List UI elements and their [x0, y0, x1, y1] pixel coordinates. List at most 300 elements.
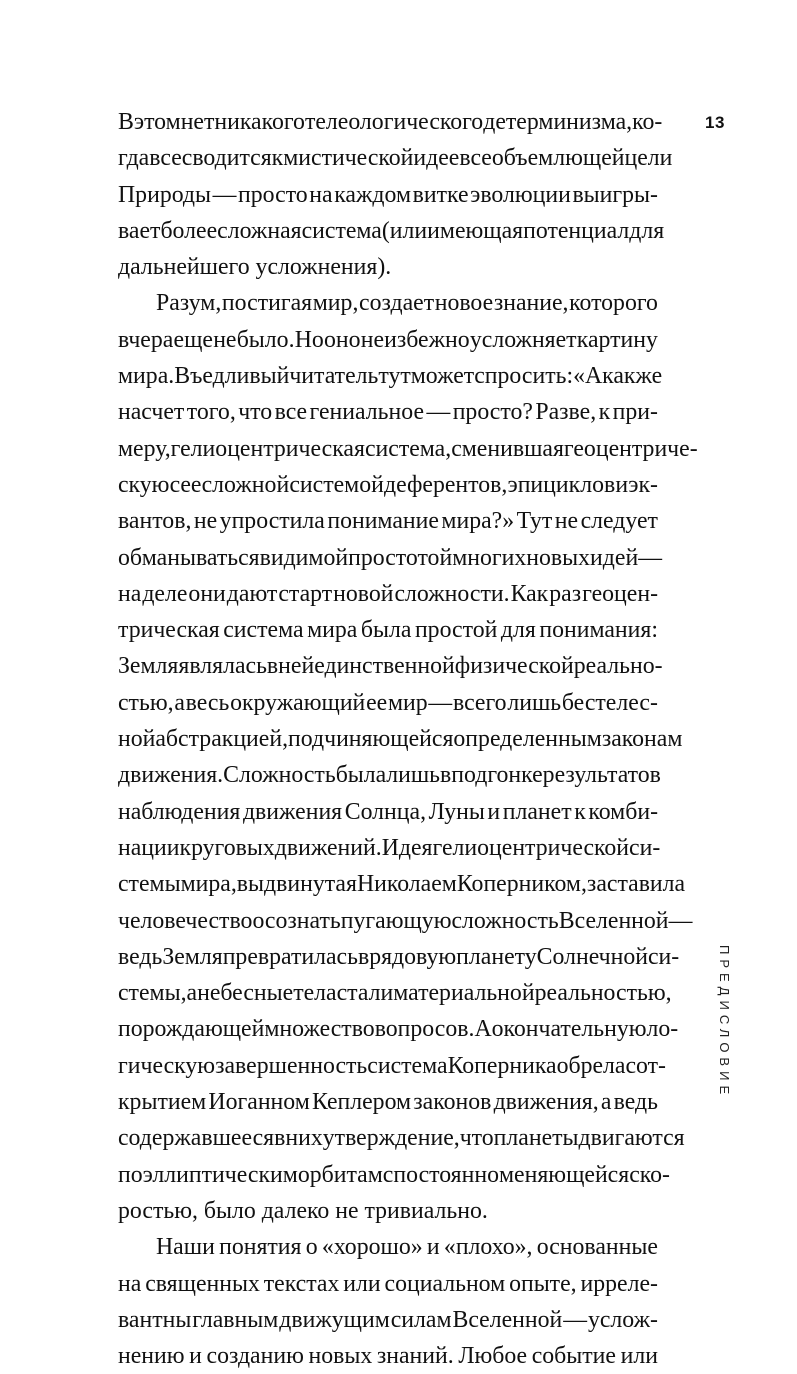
- word: реально-: [573, 653, 663, 680]
- text-line: [118, 1193, 658, 1229]
- word: физической: [454, 653, 574, 680]
- word: создает: [359, 290, 435, 317]
- word: новых: [526, 544, 591, 571]
- word: Сложность: [223, 762, 336, 789]
- word: превратилась: [222, 943, 358, 970]
- text-line: [118, 249, 658, 285]
- word: постоянно: [393, 1161, 499, 1188]
- text-line: [118, 140, 673, 176]
- word: опыте,: [509, 1270, 577, 1297]
- word: окружающий: [230, 689, 366, 716]
- word: упростила: [219, 508, 325, 535]
- line-text: [118, 1157, 670, 1193]
- word: по: [118, 1161, 143, 1188]
- word: ло-: [646, 1016, 679, 1043]
- word: мира: [307, 617, 358, 644]
- word: для: [629, 217, 665, 244]
- word: пугающую: [340, 907, 452, 934]
- word: Солнца,: [344, 798, 427, 825]
- line-text: [118, 794, 658, 830]
- word: Тут: [516, 508, 553, 535]
- line-text: [118, 830, 661, 866]
- text-line: [118, 866, 686, 902]
- word: круговых: [179, 834, 275, 861]
- word: обрела: [556, 1052, 626, 1079]
- line-text: [118, 1338, 658, 1374]
- word: нению: [118, 1343, 185, 1370]
- word: них: [285, 1125, 323, 1152]
- word: «хорошо»: [321, 1234, 423, 1261]
- text-line: [118, 576, 658, 612]
- word: Идея: [381, 834, 433, 861]
- text-line: [118, 685, 658, 721]
- line-text: [156, 285, 658, 321]
- word: все: [274, 399, 308, 426]
- word: знание,: [493, 290, 569, 317]
- line-text: [118, 1048, 666, 1084]
- word: «плохо»,: [443, 1234, 533, 1261]
- word: (или: [381, 217, 428, 244]
- line-text: [118, 1120, 685, 1156]
- word: Любое: [458, 1343, 528, 1370]
- word: Николаем: [356, 871, 457, 898]
- word: в: [274, 1125, 286, 1152]
- word: стемы: [118, 871, 181, 898]
- word: реальностью,: [534, 980, 672, 1007]
- word: окончательную: [491, 1016, 647, 1043]
- line-text: [118, 431, 698, 467]
- text-line: [118, 975, 672, 1011]
- word: деферентов,: [384, 471, 508, 498]
- word: —: [563, 1306, 588, 1333]
- word: а: [186, 980, 198, 1007]
- word: лишь: [386, 762, 441, 789]
- word: вантов,: [118, 508, 192, 535]
- line-text: [118, 213, 665, 249]
- word: Но: [294, 326, 324, 353]
- word: телеологического: [304, 109, 484, 135]
- word: неизбежно: [360, 326, 470, 353]
- word: планеты: [493, 1125, 579, 1152]
- word: А: [474, 1016, 492, 1043]
- word: же: [635, 363, 663, 390]
- word: движущим: [279, 1306, 390, 1333]
- word: новых: [308, 1343, 373, 1370]
- word: старт: [278, 580, 333, 607]
- word: на: [118, 1270, 142, 1297]
- word: эволюции: [470, 181, 571, 208]
- word: эллиптическим: [142, 1161, 298, 1188]
- word: ко-: [632, 109, 663, 135]
- word: всего: [452, 689, 507, 716]
- text-line: [118, 1120, 685, 1156]
- text-line: [118, 104, 663, 140]
- word: система,: [364, 435, 452, 462]
- word: наблюдения: [118, 798, 241, 825]
- word: являлась: [178, 653, 267, 680]
- word: от-: [636, 1052, 666, 1079]
- word: спросить:: [474, 363, 574, 390]
- word: стали: [336, 980, 394, 1007]
- word: созданию: [206, 1343, 304, 1370]
- word: Земля: [118, 653, 179, 680]
- line-text: [118, 467, 658, 503]
- word: не: [193, 508, 218, 535]
- word: меняющейся: [498, 1161, 630, 1188]
- word: абстракцией,: [155, 726, 289, 753]
- word: как: [602, 363, 636, 390]
- word: Луны: [428, 798, 485, 825]
- word: Земля: [162, 943, 223, 970]
- word: бестелес-: [561, 689, 658, 716]
- word: вантны: [118, 1306, 192, 1333]
- word: —: [668, 907, 693, 934]
- word: небесные: [197, 980, 294, 1007]
- line-text: [118, 540, 662, 576]
- line-text: дальнейшего усложнения).: [118, 254, 392, 281]
- word: деле: [142, 580, 188, 607]
- word: тела: [293, 980, 337, 1007]
- line-text: [156, 1229, 658, 1265]
- word: мира?»: [441, 508, 515, 535]
- word: результатов: [542, 762, 661, 789]
- word: Коперником,: [456, 871, 587, 898]
- word: вопросов.: [374, 1016, 475, 1043]
- word: рядовую: [369, 943, 457, 970]
- line-text: [118, 104, 663, 140]
- line-text: [118, 140, 673, 176]
- word: понятия: [219, 1234, 302, 1261]
- word: гелиоцентрическая: [170, 435, 365, 462]
- word: с: [169, 471, 181, 498]
- word: —: [428, 689, 453, 716]
- word: которого: [569, 290, 658, 317]
- word: о: [305, 1234, 318, 1261]
- word: сложной: [201, 471, 290, 498]
- word: осознать: [252, 907, 341, 934]
- word: лишь: [507, 689, 562, 716]
- word: в: [357, 943, 370, 970]
- word: ведь: [613, 1089, 658, 1116]
- word: геоцентриче-: [563, 435, 698, 462]
- word: эк-: [628, 471, 658, 498]
- line-text: [118, 322, 658, 358]
- word: —: [638, 544, 662, 571]
- word: движения: [242, 798, 343, 825]
- word: идей: [590, 544, 639, 571]
- line-text: [118, 648, 663, 684]
- word: меру,: [118, 435, 171, 462]
- word: движения,: [493, 1089, 599, 1116]
- text-line: [118, 1048, 666, 1084]
- word: трическая: [118, 617, 220, 644]
- word: цели: [624, 145, 673, 172]
- word: сводится: [181, 145, 272, 172]
- word: может: [410, 363, 475, 390]
- word: комби-: [588, 798, 658, 825]
- text-line: [118, 177, 658, 213]
- word: Солнечной: [536, 943, 648, 970]
- word: гда: [118, 145, 150, 172]
- word: система: [223, 617, 304, 644]
- word: мир: [387, 689, 428, 716]
- word: весь: [185, 689, 230, 716]
- word: Разве,: [535, 399, 597, 426]
- word: гическую: [118, 1052, 216, 1079]
- word: раз: [549, 580, 582, 607]
- word: движения.: [118, 762, 224, 789]
- text-line: [118, 648, 663, 684]
- word: Разум,: [156, 290, 222, 317]
- word: Как: [510, 580, 549, 607]
- word: Природы: [118, 181, 212, 208]
- text-line: [118, 1302, 658, 1338]
- word: оно: [324, 326, 361, 353]
- word: новой: [333, 580, 394, 607]
- word: мира,: [180, 871, 237, 898]
- line-text: [118, 866, 686, 902]
- word: не: [213, 326, 237, 353]
- word: единственной: [314, 653, 455, 680]
- word: они: [188, 580, 226, 607]
- word: содержавшееся: [118, 1125, 275, 1152]
- word: к: [598, 399, 611, 426]
- word: на: [118, 580, 142, 607]
- line-text: [118, 503, 658, 539]
- word: заставила: [586, 871, 686, 898]
- word: крытием: [118, 1089, 207, 1116]
- word: понимание: [327, 508, 439, 535]
- text-line: [118, 612, 658, 648]
- word: услож-: [587, 1306, 658, 1333]
- word: сложная: [217, 217, 302, 244]
- line-text: [118, 1266, 658, 1302]
- word: сложность: [451, 907, 559, 934]
- word: система: [367, 1052, 448, 1079]
- word: системой: [289, 471, 384, 498]
- word: нет: [180, 109, 215, 135]
- word: порождающей: [118, 1016, 265, 1043]
- line-text: [118, 394, 658, 430]
- line-text: ростью, было далеко не тривиально.: [118, 1197, 488, 1224]
- word: главным: [192, 1306, 279, 1333]
- word: не: [554, 508, 579, 535]
- word: стью,: [118, 689, 174, 716]
- word: —: [426, 399, 451, 426]
- word: в: [440, 762, 452, 789]
- word: утверждение,: [322, 1125, 460, 1152]
- word: того,: [186, 399, 236, 426]
- word: Иоганном: [208, 1089, 310, 1116]
- word: что: [238, 399, 273, 426]
- line-text: [118, 177, 658, 213]
- word: идее: [413, 145, 460, 172]
- word: «А: [573, 363, 603, 390]
- text-line: [118, 213, 665, 249]
- text-line: [118, 903, 693, 939]
- word: человечество: [118, 907, 253, 934]
- text-line: [118, 358, 663, 394]
- word: с: [625, 1052, 637, 1079]
- line-text: [118, 1084, 658, 1120]
- running-head: ПРЕДИСЛОВИЕ: [717, 945, 732, 1100]
- word: видимой: [259, 544, 349, 571]
- line-text: [118, 1011, 679, 1047]
- word: событие: [531, 1343, 616, 1370]
- text-line: [118, 431, 698, 467]
- word: вчера: [118, 326, 174, 353]
- word: и: [426, 1234, 440, 1261]
- text-line: [118, 394, 658, 430]
- word: просто?: [452, 399, 533, 426]
- word: была: [335, 762, 387, 789]
- word: определенным: [453, 726, 602, 753]
- line-text: [118, 1302, 658, 1338]
- word: ней: [278, 653, 315, 680]
- word: ведь: [118, 943, 163, 970]
- word: многих: [452, 544, 527, 571]
- text-line: [118, 721, 683, 757]
- word: ско-: [629, 1161, 670, 1188]
- word: Вселенной: [558, 907, 669, 934]
- text-line: [118, 939, 680, 975]
- word: скую: [118, 471, 170, 498]
- text-line: [118, 503, 658, 539]
- word: сложности.: [394, 580, 510, 607]
- word: система: [301, 217, 382, 244]
- word: еще: [173, 326, 213, 353]
- word: простой: [414, 617, 498, 644]
- word: при-: [612, 399, 658, 426]
- line-text: [118, 903, 693, 939]
- word: просто: [238, 181, 308, 208]
- line-text: [118, 576, 658, 612]
- word: было.: [236, 326, 295, 353]
- word: насчет: [118, 399, 185, 426]
- text-line: [118, 1157, 670, 1193]
- text-line: [118, 757, 661, 793]
- word: ее: [366, 689, 388, 716]
- word: каждом: [334, 181, 412, 208]
- word: витке: [412, 181, 469, 208]
- line-text: [118, 939, 680, 975]
- word: или: [620, 1343, 658, 1370]
- body-text: [118, 104, 698, 1374]
- word: этом: [133, 109, 181, 135]
- word: ирреле-: [580, 1270, 658, 1297]
- word: более: [160, 217, 218, 244]
- word: выигры-: [572, 181, 658, 208]
- line-text: [118, 358, 663, 394]
- word: подгонке: [451, 762, 543, 789]
- word: орбитам: [297, 1161, 383, 1188]
- word: гелиоцентрической: [432, 834, 630, 861]
- word: к: [271, 145, 284, 172]
- word: движений.: [274, 834, 382, 861]
- word: с: [382, 1161, 394, 1188]
- word: была: [360, 617, 412, 644]
- word: простотой: [348, 544, 453, 571]
- word: законов: [413, 1089, 492, 1116]
- word: мир,: [312, 290, 359, 317]
- text-line: [118, 285, 658, 321]
- word: В: [118, 109, 134, 135]
- word: Вселенной: [452, 1306, 563, 1333]
- word: потенциал: [523, 217, 630, 244]
- word: дают: [226, 580, 278, 607]
- word: планет: [502, 798, 572, 825]
- word: или: [343, 1270, 381, 1297]
- word: а: [600, 1089, 612, 1116]
- word: на: [309, 181, 333, 208]
- word: детерминизма,: [483, 109, 633, 135]
- word: имеющая: [427, 217, 524, 244]
- word: и: [487, 798, 501, 825]
- word: постигая: [221, 290, 313, 317]
- line-text: [118, 612, 658, 648]
- word: подчиняющейся: [288, 726, 454, 753]
- word: и: [189, 1343, 202, 1370]
- line-text: [118, 975, 672, 1011]
- word: для: [500, 617, 536, 644]
- word: основанные: [536, 1234, 658, 1261]
- word: священных: [145, 1270, 260, 1297]
- word: к: [574, 798, 586, 825]
- word: в: [266, 653, 279, 680]
- text-line: [118, 540, 662, 576]
- word: ее: [180, 471, 202, 498]
- word: силам: [390, 1306, 452, 1333]
- text-line: [118, 467, 658, 503]
- text-line: [118, 794, 658, 830]
- word: никакого: [214, 109, 305, 135]
- word: усложняет: [469, 326, 577, 353]
- word: планету: [456, 943, 537, 970]
- word: —: [212, 181, 237, 208]
- word: двигаются: [578, 1125, 685, 1152]
- word: Въедливый: [174, 363, 290, 390]
- text-line: [118, 830, 661, 866]
- text-line: [118, 1011, 679, 1047]
- word: ной: [118, 726, 156, 753]
- word: вает: [118, 217, 161, 244]
- line-text: [118, 757, 661, 793]
- word: Кеплером: [311, 1089, 412, 1116]
- word: стемы,: [118, 980, 187, 1007]
- text-line: [118, 1266, 658, 1302]
- word: новое: [434, 290, 494, 317]
- page-number: 13: [705, 113, 725, 132]
- word: сменившая: [451, 435, 564, 462]
- word: нации: [118, 834, 180, 861]
- word: знаний.: [376, 1343, 454, 1370]
- word: мистической: [283, 145, 414, 172]
- word: текстах: [263, 1270, 340, 1297]
- word: гениальное: [309, 399, 425, 426]
- word: множество: [264, 1016, 375, 1043]
- word: и: [615, 471, 629, 498]
- word: завершенность: [215, 1052, 368, 1079]
- word: Коперника: [447, 1052, 557, 1079]
- word: всеобъемлющей: [459, 145, 625, 172]
- word: читатель: [289, 363, 379, 390]
- word: геоцен-: [582, 580, 658, 607]
- word: выдвинутая: [236, 871, 357, 898]
- line-text: [118, 721, 683, 757]
- word: тут: [378, 363, 411, 390]
- line-text: [118, 685, 658, 721]
- word: понимания:: [539, 617, 658, 644]
